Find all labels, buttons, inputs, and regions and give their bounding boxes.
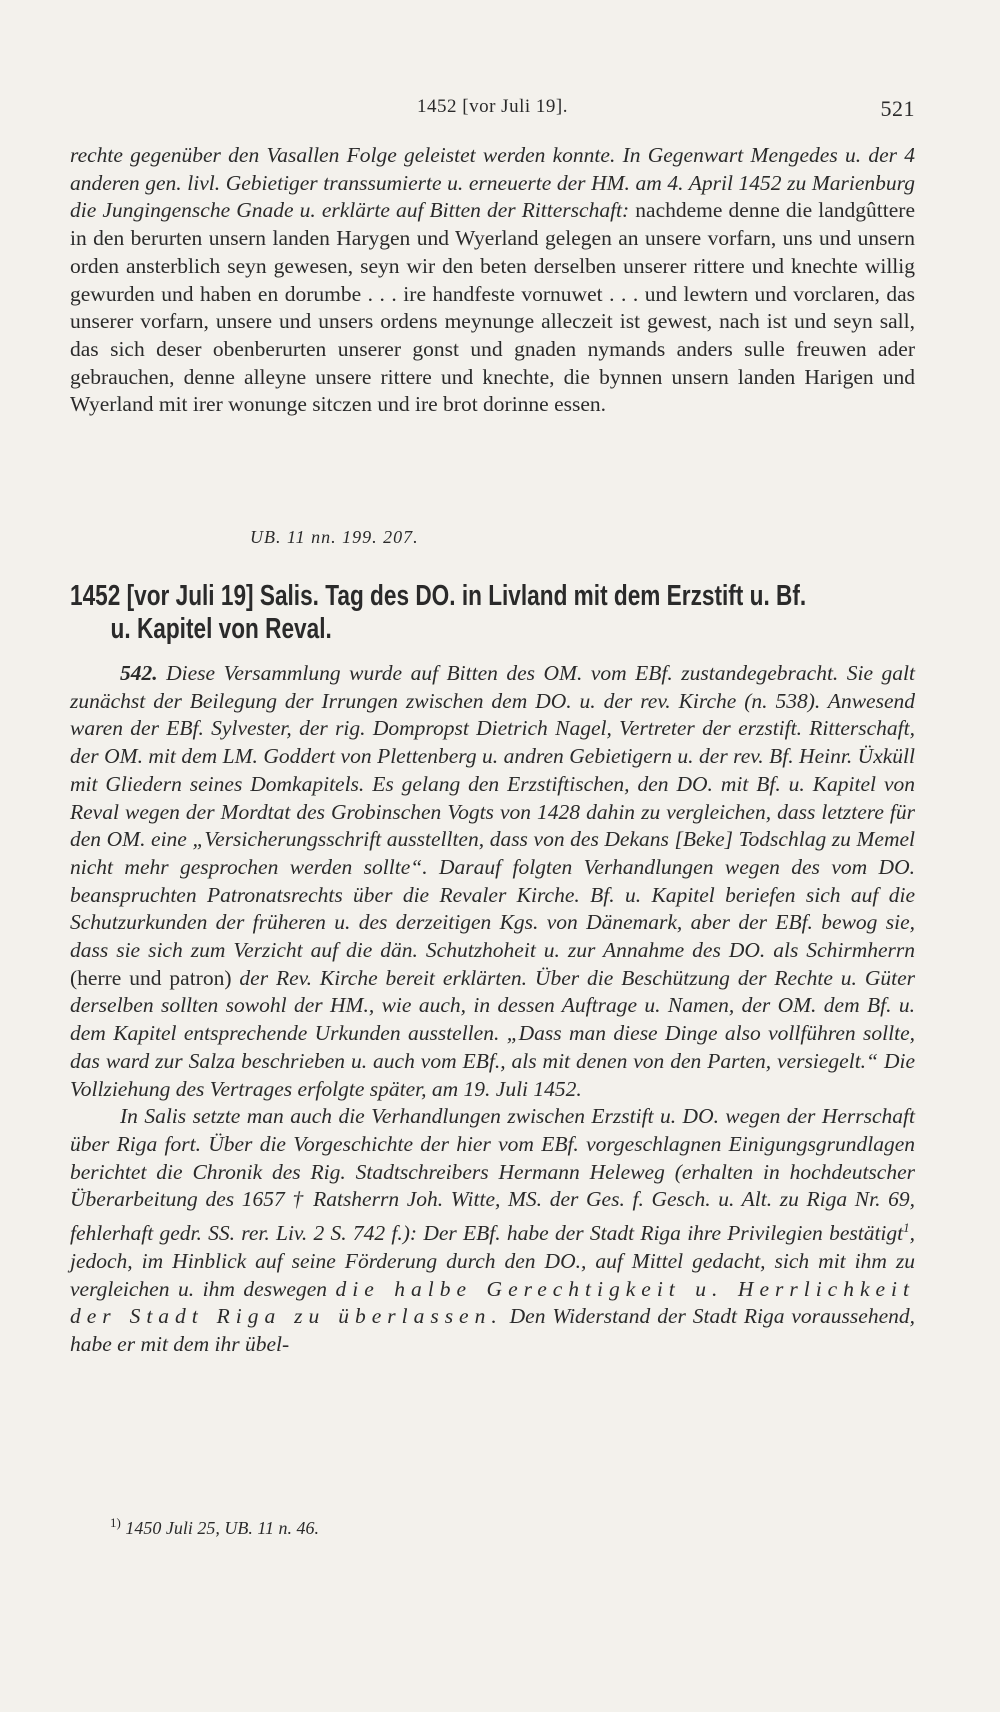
entry-p2-spaced-text: die halbe Gerechtigkeit u. Herrlichkeit der Stadt Riga zu überlassen.	[70, 1276, 915, 1329]
running-header	[70, 96, 915, 126]
italic-summary: rechte gegenüber den Vasallen Folge geleistet werden konnte. In Gegenwart Mengedes u. der 4 anderen gen. livl. Gebietiger transsumierte u. erneuerte der HM. am 4. April 1452 zu Marienburg die Jungingensche Gnade u. erklärte auf Bitten der Ritterschaft:	[70, 143, 915, 223]
entry-body-text-a: Diese Versammlung wurde auf Bitten des OM. vom EBf. zustandegebracht. Sie galt zunächst der Beilegung der Irrungen zwischen dem DO. u. der rev. Kirche (n. 538). Anwesend waren der EBf. Sylvester, der rig. Dompropst Dietrich Nagel, Vertreter der erzstift. Ritterschaft, der OM. mit dem LM. Goddert von Plettenberg u. andren Gebietigern u. der rev. Bf. Heinr. Üxküll mit Gliedern seines Domkapitels. Es gelang den Erzstiftischen, den DO. mit Bf. u. Kapitel von Reval wegen der Mordtat des Grobinschen Vogts von 1428 dahin zu vergleichen, dass letztere für den OM. eine „Versicherungsschrift ausstellten, dass von des Dekans [Beke] Todschlag zu Memel nicht mehr gesprochen werden sollte“. Darauf folgten Verhandlungen wegen des vom DO. beanspruchten Patronatsrechts über die Revaler Kirche. Bf. u. Kapitel beriefen sich auf die Schutzurkunden der früheren u. des derzeitigen Kgs. von Dänemark, aber der EBf. bewog sie, dass sie sich zum Verzicht auf die dän. Schutzhoheit u. zur Annahme des DO. als Schirmherrn	[70, 661, 915, 963]
footnote	[110, 1515, 319, 1539]
footnote-marker: 1)	[110, 1515, 121, 1530]
entry-title-line-1: 1452 [vor Juli 19] Salis. Tag des DO. in Livland mit dem Erzstift u. Bf.	[70, 580, 807, 612]
quoted-privilege-text: nachdeme denne die landgûttere in den berurten unsern landen Harygen und Wyerland gelegen an unsere vorfarn, uns und unsern orden ansterblich seyn gewesen, seyn wir den beten derselben unserer rittere und knechte willig gewurden und haben en dorumbe . . . ire handfeste vornuwet . . . und lewtern und vorclaren, das unserer vorfarn, unsere und unsers ordens meynunge alleczeit ist gewest, nach ist und seyn sall, das sich deser obenberurten unserer gonst und gnaden nymands anders sulle freuwen ader gebrauchen, denne alleyne unsere rittere und knechte, die bynnen unsern landen Harigen und Wyerland mit irer wonunge sitczen und ire brot dorinne essen.	[70, 198, 915, 417]
entry-p2-text-a: In Salis setzte man auch die Verhandlungen zwischen Erzstift u. DO. wegen der Herrschaft über Riga fort. Über die Vorgeschichte der hier vom EBf. vorgeschlagnen Einigungsgrundlagen berichtet die Chronik des Rig. Stadtschreibers Hermann Heleweg (erhalten in hochdeutscher Überarbeitung des 1657 † Ratsherrn Joh. Witte, MS. der Ges. f. Gesch. u. Alt. zu Riga Nr. 69, fehlerhaft gedr. SS. rer. Liv. 2 S. 742 f.): Der EBf. habe der Stadt Riga ihre Privilegien bestätigt	[70, 1104, 915, 1246]
source-citation: UB. 11 nn. 199. 207.	[250, 527, 419, 547]
running-title: 1452 [vor Juli 19].	[417, 96, 568, 117]
continuation-paragraph	[70, 142, 915, 419]
entry-body-roman: (herre und patron)	[70, 965, 232, 990]
entry-paragraph-2	[70, 1103, 915, 1358]
entry-title	[70, 580, 915, 646]
page-number: 521	[880, 96, 915, 121]
entry-body-text-b: der Rev. Kirche bereit erklärten. Über die Beschützung der Rechte u. Güter derselben sollten sowohl der HM., wie auch, in dessen Auftrage u. Namen, der OM. dem Bf. u. dem Kapitel entsprechende Urkunden ausstellen. „Dass man diese Dinge also vollführen sollte, das ward zur Salza beschrieben u. auch vom EBf., als mit denen von den Parten, versiegelt.“ Die Vollziehung des Vertrages erfolgte später, am 19. Juli 1452.	[70, 965, 916, 1101]
footnote-reference: 1	[903, 1220, 910, 1236]
entry-p2-text-c: Den Widerstand der Stadt Riga voraussehend, habe er mit dem ihr übel-	[70, 1304, 915, 1357]
entry-p2-text-b: , jedoch, im Hinblick auf seine Förderung durch den DO., auf Mittel gedacht, sich mit ihm zu vergleichen u. ihm deswegen	[70, 1221, 915, 1301]
entry-number: 542.	[120, 661, 158, 685]
entry-body	[70, 660, 915, 1359]
footnote-text: 1450 Juli 25, UB. 11 n. 46.	[125, 1518, 319, 1538]
entry-paragraph-1	[70, 660, 915, 1103]
entry-title-line-2: u. Kapitel von Reval.	[110, 613, 332, 645]
